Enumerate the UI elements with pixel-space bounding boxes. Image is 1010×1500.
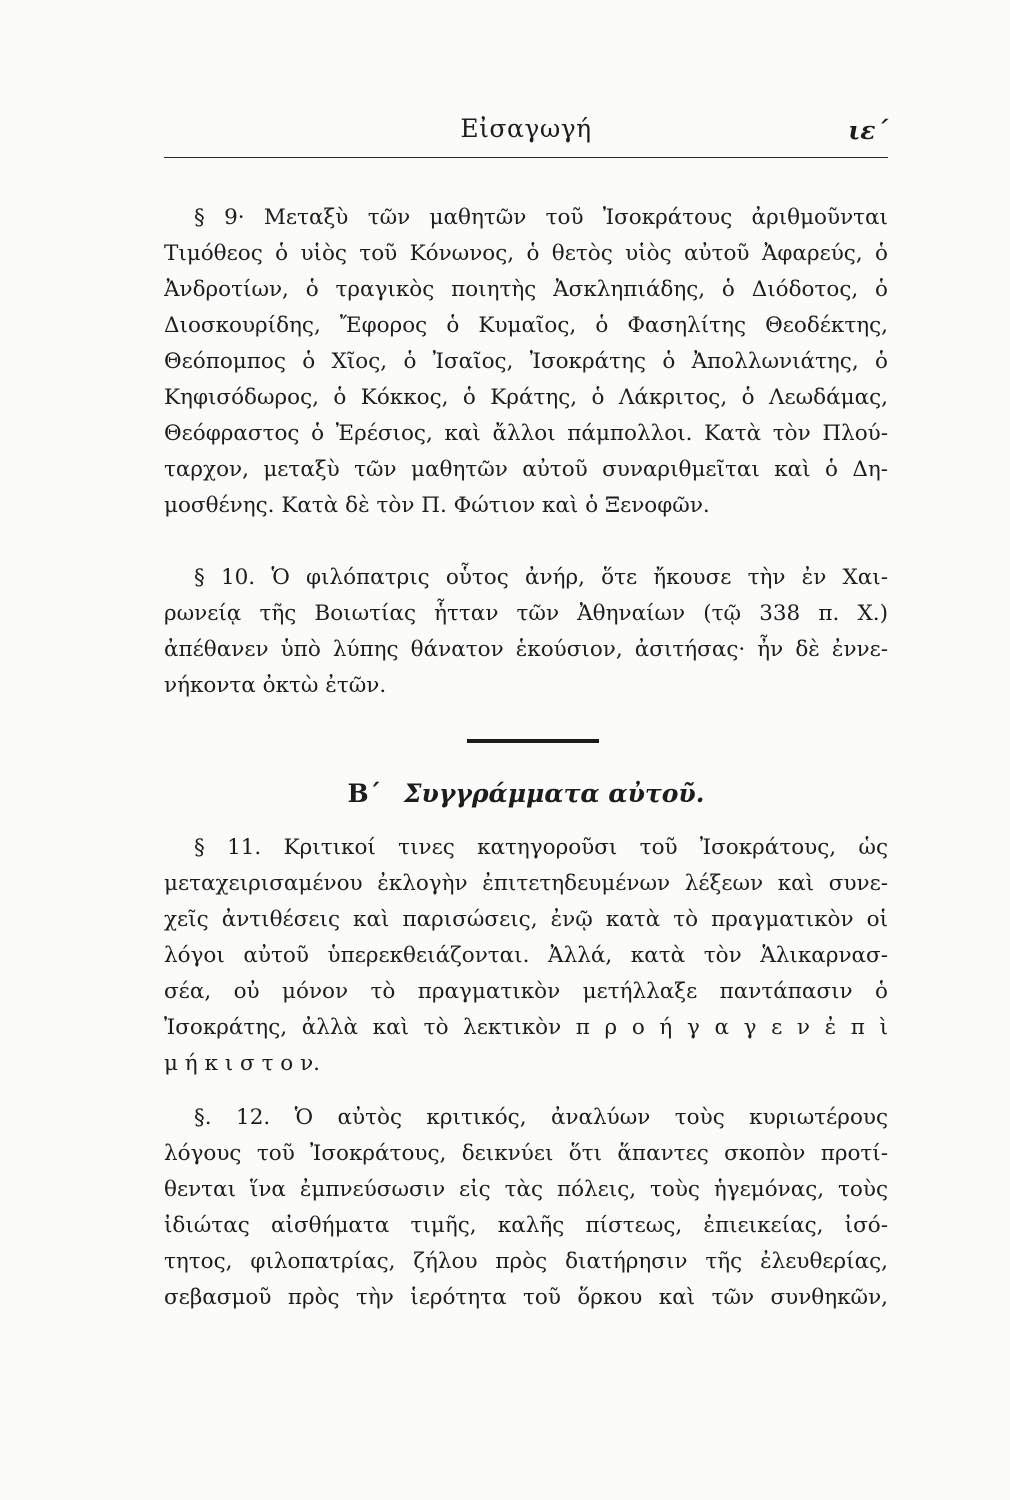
section-separator — [467, 739, 599, 743]
text-line: Τιμόθεος ὁ υἱὸς τοῦ Κόνωνος, ὁ θετὸς υἱὸς αὐτοῦ Ἀφαρεύς, ὁ — [164, 241, 888, 266]
text-line: μοσθένης. Κατὰ δὲ τὸν Π. Φώτιον καὶ ὁ Ξενοφῶν. — [164, 493, 710, 518]
text-line: Ἰσοκράτης, ἀλλὰ καὶ τὸ λεκτικὸν π ρ ο ή γ α γ ε ν ἐ π ὶ — [164, 1015, 888, 1040]
text-line: § 11. Κριτικοί τινες κατηγοροῦσι τοῦ Ἰσοκράτους, ὡς — [194, 835, 888, 860]
paragraph-section-10 — [164, 560, 888, 704]
text-line: λόγους τοῦ Ἰσοκράτους, δεικνύει ὅτι ἅπαντες σκοπὸν προτί- — [164, 1141, 888, 1166]
paragraph-section-11 — [164, 830, 888, 1082]
header-rule — [164, 157, 888, 158]
text-line: νήκοντα ὀκτὼ ἐτῶν. — [164, 673, 387, 698]
text-line: Θεόφραστος ὁ Ἐρέσιος, καὶ ἄλλοι πάμπολλοι. Κατὰ τὸν Πλού- — [164, 421, 888, 446]
text-line: ταρχον, μεταξὺ τῶν μαθητῶν αὐτοῦ συναριθμεῖται καὶ ὁ Δη- — [164, 457, 888, 482]
text-line: Θεόπομπος ὁ Χῖος, ὁ Ἰσαῖος, Ἰσοκράτης ὁ Ἀπολλωνιάτης, ὁ — [164, 349, 888, 374]
text-line: ἰδιώτας αἰσθήματα τιμῆς, καλῆς πίστεως, ἐπιεικείας, ἰσό- — [164, 1213, 888, 1238]
text-line: § 9· Μεταξὺ τῶν μαθητῶν τοῦ Ἰσοκράτους ἀριθμοῦνται — [194, 205, 888, 230]
paragraph-section-12 — [164, 1100, 888, 1316]
page-number: ιε΄ — [848, 116, 888, 145]
section-heading-title: Συγγράμματα αὐτοῦ. — [403, 779, 705, 808]
text-line: τητος, φιλοπατρίας, ζήλου πρὸς διατήρησιν τῆς ἐλευθερίας, — [164, 1249, 888, 1274]
section-heading-number: Β΄ — [347, 779, 382, 808]
text-line: θενται ἵνα ἐμπνεύσωσιν εἰς τὰς πόλεις, τοὺς ἡγεμόνας, τοὺς — [164, 1177, 888, 1202]
paragraph-section-9 — [164, 200, 888, 524]
text-line: σεβασμοῦ πρὸς τὴν ἱερότητα τοῦ ὅρκου καὶ τῶν συνθηκῶν, — [164, 1285, 888, 1310]
running-title: Εἰσαγωγή — [460, 114, 592, 143]
text-line: § 10. Ὁ φιλόπατρις οὗτος ἀνήρ, ὅτε ἤκουσε τὴν ἐν Χαι- — [194, 565, 888, 590]
text-line: Διοσκουρίδης, Ἔφορος ὁ Κυμαῖος, ὁ Φασηλίτης Θεοδέκτης, — [164, 313, 888, 338]
text-line: σέα, οὐ μόνον τὸ πραγματικὸν μετήλλαξε παντάπασιν ὁ — [164, 979, 888, 1004]
text-line: Κηφισόδωρος, ὁ Κόκκος, ὁ Κράτης, ὁ Λάκριτος, ὁ Λεωδάμας, — [164, 385, 888, 410]
running-head — [164, 108, 888, 148]
text-line: μ ή κ ι σ τ ο ν. — [164, 1051, 320, 1076]
text-line: Ἀνδροτίων, ὁ τραγικὸς ποιητὴς Ἀσκληπιάδης, ὁ Διόδοτος, ὁ — [164, 277, 888, 302]
text-line: ἀπέθανεν ὑπὸ λύπης θάνατον ἑκούσιον, ἀσιτήσας· ἦν δὲ ἐννε- — [164, 637, 888, 662]
text-line: μεταχειρισαμένου ἐκλογὴν ἐπιτετηδευμένων λέξεων καὶ συνε- — [164, 871, 888, 896]
text-line: §. 12. Ὁ αὐτὸς κριτικός, ἀναλύων τοὺς κυριωτέρους — [194, 1105, 888, 1130]
text-line: χεῖς ἀντιθέσεις καὶ παρισώσεις, ἐνῷ κατὰ τὸ πραγματικὸν οἱ — [164, 907, 888, 932]
text-line: ρωνείᾳ τῆς Βοιωτίας ἧτταν τῶν Ἀθηναίων (τῷ 338 π. Χ.) — [164, 601, 888, 626]
text-line: λόγοι αὐτοῦ ὑπερεκθειάζονται. Ἀλλά, κατὰ τὸν Ἁλικαρνασ- — [164, 943, 888, 968]
section-heading — [164, 776, 888, 812]
